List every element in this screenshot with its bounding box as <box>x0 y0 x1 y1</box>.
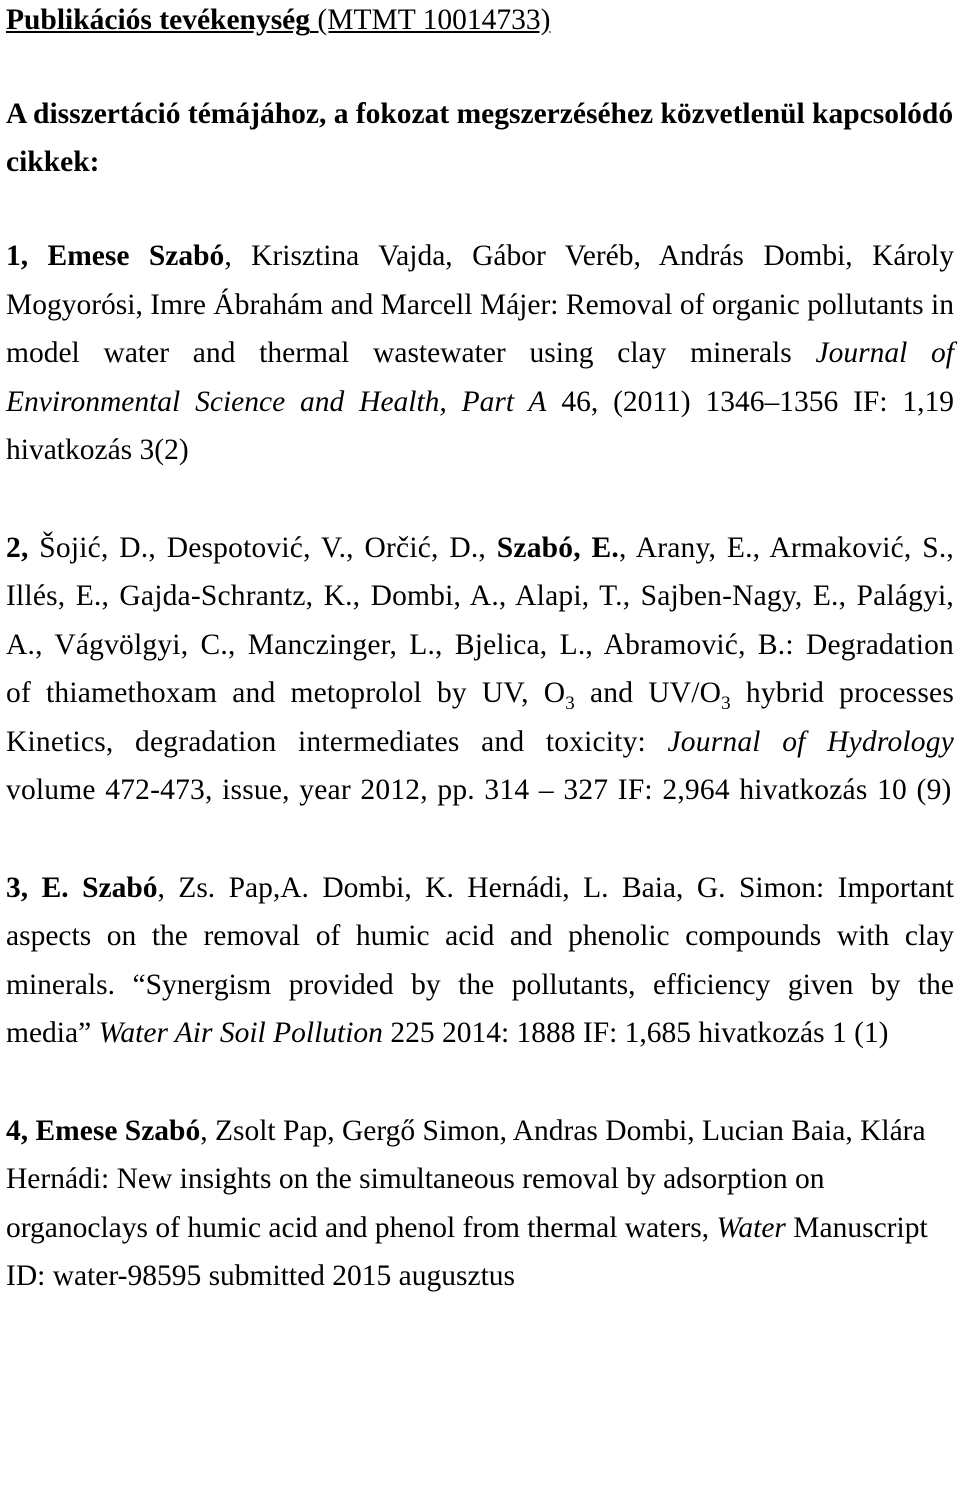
document-page <box>6 0 954 1301</box>
publication-entry-2 <box>6 524 954 815</box>
entry-number: 2, <box>6 531 29 564</box>
publication-entry-3 <box>6 864 954 1058</box>
entry-details: 46, (2011) 1346–1356 IF: 1,19 hivatkozás 3(2) <box>6 385 955 466</box>
entry-number-author: 4, Emese Szabó <box>6 1114 201 1147</box>
publication-entry-4 <box>6 1107 954 1301</box>
publication-entry-1 <box>6 232 954 475</box>
title-id: (MTMT 10014733) <box>310 4 551 36</box>
journal-name: Journal of Environmental Science and Health, Part A <box>6 337 954 418</box>
subscript: 3 <box>565 692 575 714</box>
entry-authors-title: , Zsolt Pap, Gergő Simon, Andras Dombi, Lucian Baia, Klára Hernádi: New insights on the simultaneous removal by adsorption on organoclays of humic acid and phenol from thermal waters, <box>6 1114 926 1244</box>
subscript: 3 <box>721 692 731 714</box>
journal-name: Journal of Hydrology <box>667 725 954 758</box>
entry-details: 225 2014: 1888 IF: 1,685 hivatkozás 1 (1) <box>382 1017 889 1049</box>
journal-name: Water Air Soil Pollution <box>98 1017 383 1049</box>
entry-authors-title: , Arany, E., Armaković, S., Illés, E., Gajda-Schrantz, K., Dombi, A., Alapi, T., Sajben-Nagy, E., Palágyi, A., Vágvölgyi, C., Manczinger, L., Bjelica, L., Abramović, B.: Degradation of thiamethoxam and metoprolol by UV, O <box>6 531 954 709</box>
entry-number-author: 3, E. Szabó <box>6 871 158 904</box>
entry-authors-title: , Zs. Pap,A. Dombi, K. Hernádi, L. Baia, G. Simon: Important aspects on the removal of humic acid and phenolic compounds with clay minerals. “Synergism provided by the pollutants, efficiency given by the media” <box>6 871 954 1049</box>
entry-details: volume 472-473, issue, year 2012, pp. 314 – 327 IF: 2,964 hivatkozás 10 (9) <box>6 774 952 806</box>
section-subheading: A disszertáció témájához, a fokozat megszerzéséhez közvetlenül kapcsolódó cikkek: <box>6 98 954 178</box>
journal-name: Water <box>716 1211 786 1244</box>
highlighted-author: Szabó, E. <box>496 531 619 564</box>
entry-authors-title: , Krisztina Vajda, Gábor Veréb, András Dombi, Károly Mogyorósi, Imre Ábrahám and Marcell Májer: Removal of organic pollutants in model water and thermal wastewater using clay minerals <box>6 240 955 369</box>
highlighted-author: Emese Szabó <box>28 240 225 272</box>
entry-title-rest: hybrid processes Kinetics, degradation intermediates and toxicity: <box>6 677 954 758</box>
title-bold: Publikációs tevékenység <box>6 4 311 36</box>
page-title <box>6 0 954 40</box>
entry-number: 1, <box>6 240 29 272</box>
entry-authors-a: Šojić, D., Despotović, V., Orčić, D., <box>28 531 497 564</box>
entry-details: Manuscript ID: water-98595 submitted 2015 augusztus <box>6 1211 928 1292</box>
entry-title-mid: and UV/O <box>574 677 722 709</box>
